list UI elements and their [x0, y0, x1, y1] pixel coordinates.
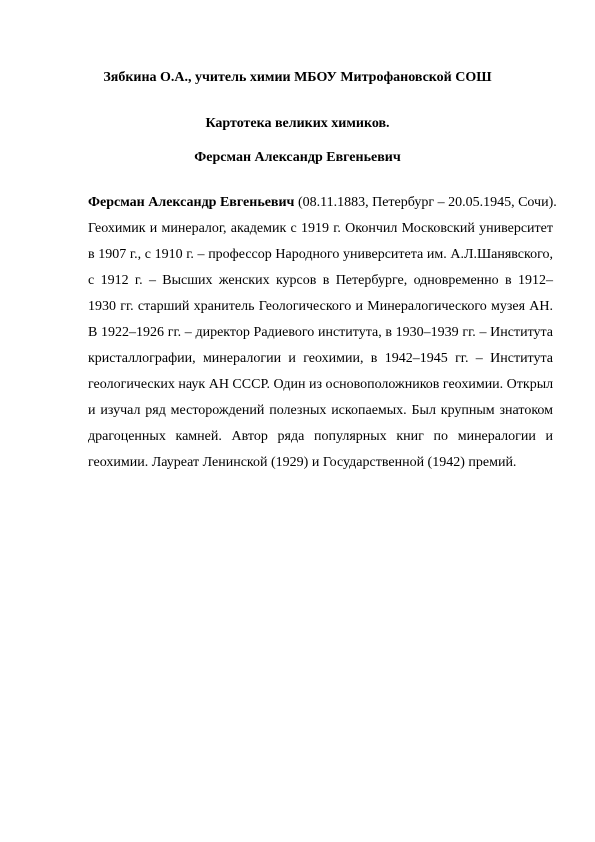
bio-line [88, 190, 557, 216]
bio-line: драгоценных камней. Автор ряда популярных книг по минералогии и [88, 429, 553, 444]
biography-paragraph [88, 190, 557, 476]
person-heading: Ферсман Александр Евгеньевич [194, 150, 401, 165]
bio-line: с 1912 г. – Высших женских курсов в Петербурге, одновременно в 1912– [88, 273, 553, 288]
bio-line: геологических наук АН СССР. Один из основоположников геохимии. Открыл [88, 377, 554, 392]
bio-line: и изучал ряд месторождений полезных ископаемых. Был крупным знатоком [88, 403, 553, 418]
bio-line: геохимии. Лауреат Ленинской (1929) и Государственной (1942) премий. [88, 455, 517, 470]
bio-line: кристаллографии, минералогии и геохимии, в 1942–1945 гг. – Института [88, 351, 553, 366]
bio-line: 1930 гг. старший хранитель Геологического и Минералогического музея АН. [88, 299, 553, 314]
bio-line: в 1907 г., с 1910 г. – профессор Народного университета им. А.Л.Шанявского, [88, 247, 553, 262]
bio-line: Геохимик и минералог, академик с 1919 г. Окончил Московский университет [88, 221, 553, 236]
bio-dates: (08.11.1883, Петербург – 20.05.1945, Сочи). [294, 195, 557, 210]
bio-name: Ферсман Александр Евгеньевич [88, 195, 295, 210]
author-line: Зябкина О.А., учитель химии МБОУ Митрофановской СОШ [103, 70, 492, 85]
document-subtitle: Картотека великих химиков. [205, 116, 390, 131]
bio-line: В 1922–1926 гг. – директор Радиевого института, в 1930–1939 гг. – Института [88, 325, 553, 340]
